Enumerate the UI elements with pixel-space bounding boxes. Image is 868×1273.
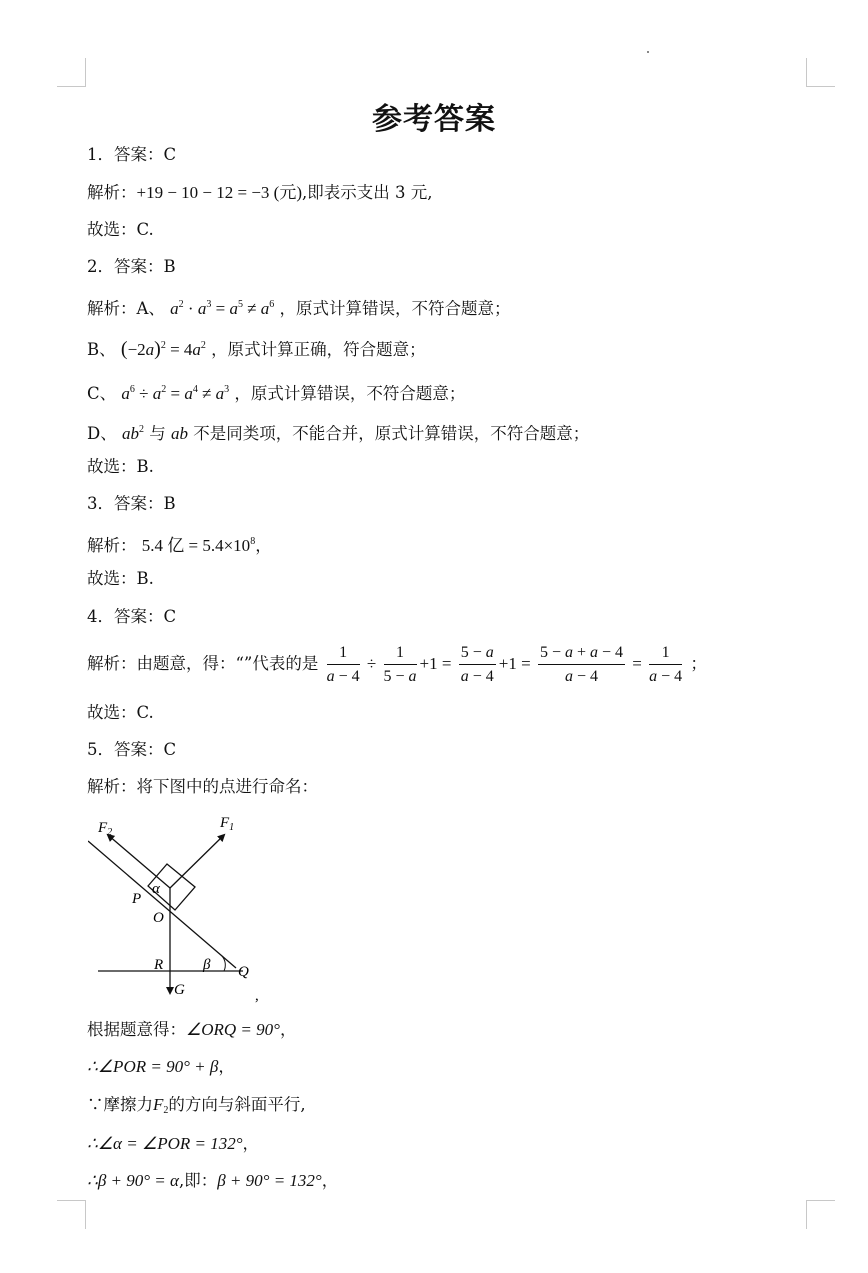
q5-line3-a: ∵摩擦力 (87, 1095, 153, 1114)
q3-analysis-expr: 5.4 亿 = 5.4×10 (141, 536, 251, 555)
page-title: 参考答案 (372, 102, 496, 137)
q5-line2-expr: ∴∠POR = 90° + β (87, 1057, 219, 1076)
q1-choice: 故选：C. (87, 220, 154, 239)
f2-arrow (108, 835, 170, 888)
q5-line-1 (87, 1020, 296, 1040)
q5-line-4 (87, 1134, 259, 1154)
q4-frac-2: $\frac{1}{5 - a}$ (383, 643, 417, 685)
label-alpha: α (152, 881, 160, 897)
incline-line (88, 841, 236, 968)
q4-frac-5: $\frac{1}{a - 4}$ (649, 643, 683, 685)
q2-a-formula: $a^2 \cdot a^3 = a^5 \ne a^6$ (170, 299, 275, 318)
q2-option-c (87, 380, 465, 404)
label-q: Q (238, 964, 249, 980)
figure-comma: , (255, 988, 259, 1004)
q5-line3-var: F (153, 1095, 164, 1114)
crop-mark-bottom-left (57, 1200, 86, 1229)
q2-option-b (87, 336, 426, 360)
q2-option-a (87, 295, 511, 319)
q4-analysis: 解析：由题意，得：“”代表的是 $\frac{1}{a - 4}$ ÷ $\frac{1}{5 - a}$ +1 = $\frac{5 - a}{a - 4}$ +1 = $\frac{5 - a + a - 4}{a - 4}$ = $\frac{1}{a - 4}$ ； (87, 643, 707, 685)
q3-analysis-prefix: 解析： (87, 536, 137, 555)
q5-line5-mid: ,即： (178, 1171, 218, 1190)
q5-line3-b: 的方向与斜面平行, (168, 1095, 306, 1114)
q1-analysis-expr: +19 − 10 − 12 = −3 (元) (136, 183, 303, 202)
q2-d-mid: 与 (149, 424, 166, 443)
q2-c-formula: $a^6 \div a^2 = a^4 \ne a^3$ (121, 384, 230, 403)
q2-b-prefix: B、 (87, 340, 116, 359)
q4-analysis-prefix: 解析：由题意，得：“”代表的是 (87, 654, 319, 673)
q4-choice: 故选：C. (87, 703, 154, 722)
q5-line4-expr: ∴∠α = ∠POR = 132° (87, 1134, 243, 1153)
q4-frac-4: $\frac{5 - a + a - 4}{a - 4}$ (539, 643, 624, 685)
q3-choice: 故选：B. (87, 569, 154, 588)
q4-answer: 4．答案：C (87, 607, 177, 626)
q4-frac-3: $\frac{5 - a}{a - 4}$ (460, 643, 494, 685)
q5-line5-expr-a: ∴β + 90° = α (87, 1171, 179, 1190)
q5-answer: 5．答案：C (87, 740, 177, 759)
q2-option-d (87, 420, 589, 444)
q2-b-tail: ，原式计算正确，符合题意； (211, 340, 426, 359)
q5-line-2 (87, 1057, 235, 1077)
q5-line3-sub: 2 (163, 1105, 169, 1116)
label-r: R (154, 957, 164, 973)
q2-d-term1: $ab^2$ (121, 424, 144, 443)
q5-line1-expr: ∠ORQ = 90° (186, 1020, 280, 1039)
label-f1: $F_1$ (220, 815, 235, 833)
q1-analysis-prefix: 解析： (87, 183, 137, 202)
f1-arrow (170, 835, 224, 888)
q2-b-formula: $(-2a)^2 = 4a^2$ (120, 338, 206, 360)
q1-analysis (87, 183, 433, 203)
label-g: G (174, 982, 185, 998)
q1-answer: 1．答案：C (87, 145, 177, 164)
crop-mark-top-right (806, 58, 835, 87)
q3-analysis-tail: ， (255, 536, 272, 555)
label-f2: $F_2$ (98, 820, 113, 838)
q5-analysis-intro: 解析：将下图中的点进行命名： (87, 777, 318, 796)
q5-line-5 (87, 1171, 338, 1191)
label-beta: β (203, 957, 211, 973)
crop-mark-bottom-right (806, 1200, 835, 1229)
q2-d-tail: 不是同类项，不能合并，原式计算错误，不符合题意； (193, 424, 590, 443)
q5-line4-tail: ， (242, 1134, 260, 1153)
q2-choice: 故选：B. (87, 457, 154, 476)
q2-a-tail: ，原式计算错误，不符合题意； (279, 299, 511, 318)
force-diagram (88, 808, 278, 1008)
q5-line2-tail: ， (218, 1057, 235, 1076)
q2-a-prefix: 解析：A、 (87, 299, 165, 318)
crop-mark-top-left (57, 58, 86, 87)
label-o: O (153, 910, 164, 926)
q5-line-3 (87, 1095, 306, 1121)
q2-answer: 2．答案：B (87, 257, 176, 276)
q2-d-prefix: D、 (87, 424, 117, 443)
q1-analysis-rest: ,即表示支出 3 元, (302, 183, 433, 202)
q5-line1-tail: ， (279, 1020, 297, 1039)
q2-c-tail: ，原式计算错误，不符合题意； (234, 384, 466, 403)
label-p: P (132, 891, 142, 907)
q3-analysis (87, 532, 272, 556)
q5-line1-prefix: 根据题意得： (87, 1020, 186, 1039)
q5-line5-expr-b: β + 90° = 132° (217, 1171, 322, 1190)
q5-line5-tail: ， (321, 1171, 339, 1190)
q2-d-term2: ab (170, 424, 188, 443)
q2-c-prefix: C、 (87, 384, 117, 403)
q4-analysis-tail: ； (690, 654, 707, 673)
q3-answer: 3．答案：B (87, 494, 176, 513)
page-speck (647, 51, 649, 53)
q3-analysis-exp: 8 (250, 536, 256, 547)
q4-frac-1: $\frac{1}{a - 4}$ (326, 643, 360, 685)
